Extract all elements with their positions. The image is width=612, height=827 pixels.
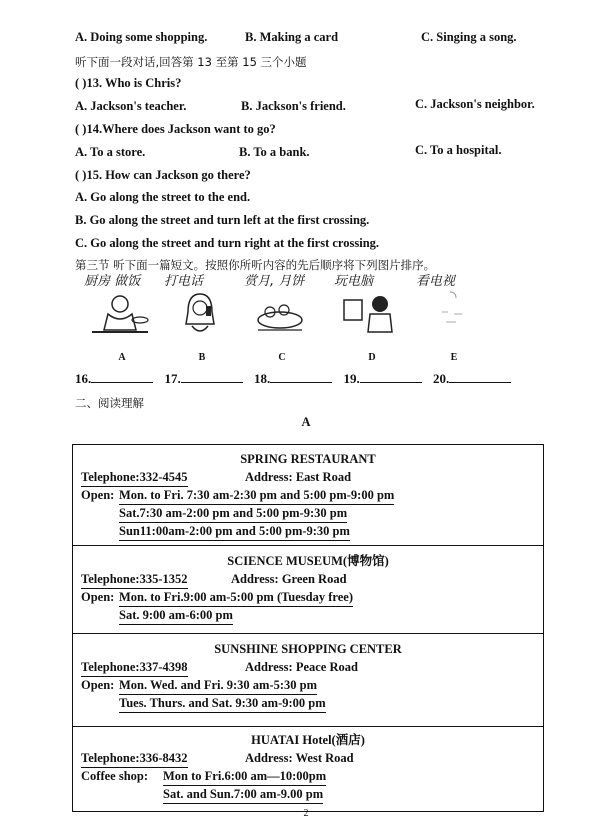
order-blanks [75,370,511,387]
passage-label: A [301,415,311,429]
blank-label: 17. [164,371,181,386]
restaurant-hours-label: Open: [81,488,115,502]
q15-option-a: A. Go along the street to the end. [75,190,251,204]
hotel-hours-weekend: Sat. and Sun.7:00 am-9.00 pm [163,785,323,804]
q12-option-b: B. Making a card [245,30,339,44]
q14-question: ( )14.Where does Jackson want to go? [75,122,276,136]
blank-label: 19. [343,371,360,386]
restaurant-hours-sunday: Sun11:00am-2:00 pm and 5:00 pm-9:30 pm [119,522,350,541]
museum-telephone: Telephone:335-1352 [81,570,188,589]
restaurant-hours-row [73,486,543,504]
restaurant-telephone: Telephone:332-4545 [81,468,188,487]
shopping-section [73,640,543,727]
picture-a [80,270,164,363]
restaurant-name: SPRING RESTAURANT [240,452,376,466]
hotel-hours-label: Coffee shop: [81,769,149,783]
hotel-hours-row [73,767,543,785]
picture-caption: 赏月, 月饼 [244,274,305,289]
museum-hours-saturday: Sat. 9:00 am-6:00 pm [119,606,233,625]
museum-hours-saturday-row [73,606,543,624]
answer-blank[interactable] [91,370,153,383]
reading-heading: 二、阅读理解 [75,396,144,410]
shopping-name: SUNSHINE SHOPPING CENTER [214,642,402,656]
museum-hours-label: Open: [81,590,115,604]
museum-address: Address: Green Road [231,572,347,586]
restaurant-address: Address: East Road [245,470,352,484]
answer-blank[interactable] [181,370,243,383]
page-number: 2 [303,808,309,819]
q12-option-a: A. Doing some shopping. [75,30,208,44]
blank-label: 20. [433,371,450,386]
museum-name: SCIENCE MUSEUM(博物馆) [227,554,389,568]
mooncake-sketch-icon [250,290,310,340]
hotel-telephone: Telephone:336-8432 [81,749,188,768]
picture-label: E [450,352,458,363]
computer-sketch-icon [340,290,400,340]
q15-option-c: C. Go along the street and turn right at the first crossing. [75,236,380,250]
shopping-contact-row [73,658,543,676]
q15-question: ( )15. How can Jackson go there? [75,168,251,182]
hotel-contact-row [73,749,543,767]
shopping-hours-mwf: Mon. Wed. and Fri. 9:30 am-5:30 pm [119,676,317,695]
hotel-hours-weekday: Mon to Fri.6:00 am—10:00pm [163,767,326,786]
q15-option-b: B. Go along the street and turn left at the first crossing. [75,213,370,227]
hotel-section [73,731,543,811]
picture-label: D [368,352,376,363]
answer-blank[interactable] [449,370,511,383]
hotel-name: HUATAI Hotel(酒店) [251,733,365,747]
info-table [72,444,544,812]
restaurant-hours-sunday-row [73,522,543,540]
picture-d [330,270,414,363]
picture-b [160,270,244,363]
picture-caption: 玩电脑 [334,274,374,289]
q14-option-a: A. To a store. [75,145,146,159]
shopping-hours-tts-row [73,694,543,712]
q14-option-c: C. To a hospital. [415,143,502,157]
restaurant-contact-row [73,468,543,486]
shopping-hours-row [73,676,543,694]
restaurant-hours-saturday-row [73,504,543,522]
q13-question: ( )13. Who is Chris? [75,76,182,90]
picture-e [412,270,496,363]
picture-label: B [198,352,206,363]
shopping-telephone: Telephone:337-4398 [81,658,188,677]
museum-section [73,552,543,634]
hotel-hours-weekend-row [73,785,543,803]
restaurant-hours-saturday: Sat.7:30 am-2:00 pm and 5:00 pm-9:30 pm [119,504,347,523]
restaurant-section [73,450,543,546]
shopping-hours-label: Open: [81,678,115,692]
answer-blank[interactable] [270,370,332,383]
restaurant-hours-weekday: Mon. to Fri. 7:30 am-2:30 pm and 5:00 pm-9:00 pm [119,486,394,505]
picture-caption: 厨房 做饭 [84,274,141,289]
section3-instruction: 第三节 听下面一篇短文。按照你所听内容的先后顺序将下列图片排序。 [75,258,436,272]
museum-hours-weekday: Mon. to Fri.9:00 am-5:00 pm (Tuesday free) [119,588,353,607]
q12-option-c: C. Singing a song. [421,30,517,44]
picture-c [240,270,324,363]
blank-label: 18. [254,371,271,386]
tv-sketch-icon [422,290,482,340]
shopping-hours-tts: Tues. Thurs. and Sat. 9:30 am-9:00 pm [119,694,326,713]
cooking-sketch-icon [90,290,150,340]
phone-call-sketch-icon [170,290,230,340]
picture-caption: 看电视 [416,274,456,289]
museum-hours-row [73,588,543,606]
museum-contact-row [73,570,543,588]
q14-option-b: B. To a bank. [239,145,310,159]
dialogue-instruction: 听下面一段对话,回答第 13 至第 15 三个小题 [75,55,307,69]
shopping-address: Address: Peace Road [245,660,358,674]
q13-option-b: B. Jackson's friend. [241,99,346,113]
picture-caption: 打电话 [164,274,204,289]
hotel-address: Address: West Road [245,751,354,765]
blank-label: 16. [75,371,92,386]
q13-option-a: A. Jackson's teacher. [75,99,187,113]
picture-label: A [118,352,126,363]
picture-label: C [278,352,286,363]
q13-option-c: C. Jackson's neighbor. [415,97,535,111]
answer-blank[interactable] [360,370,422,383]
